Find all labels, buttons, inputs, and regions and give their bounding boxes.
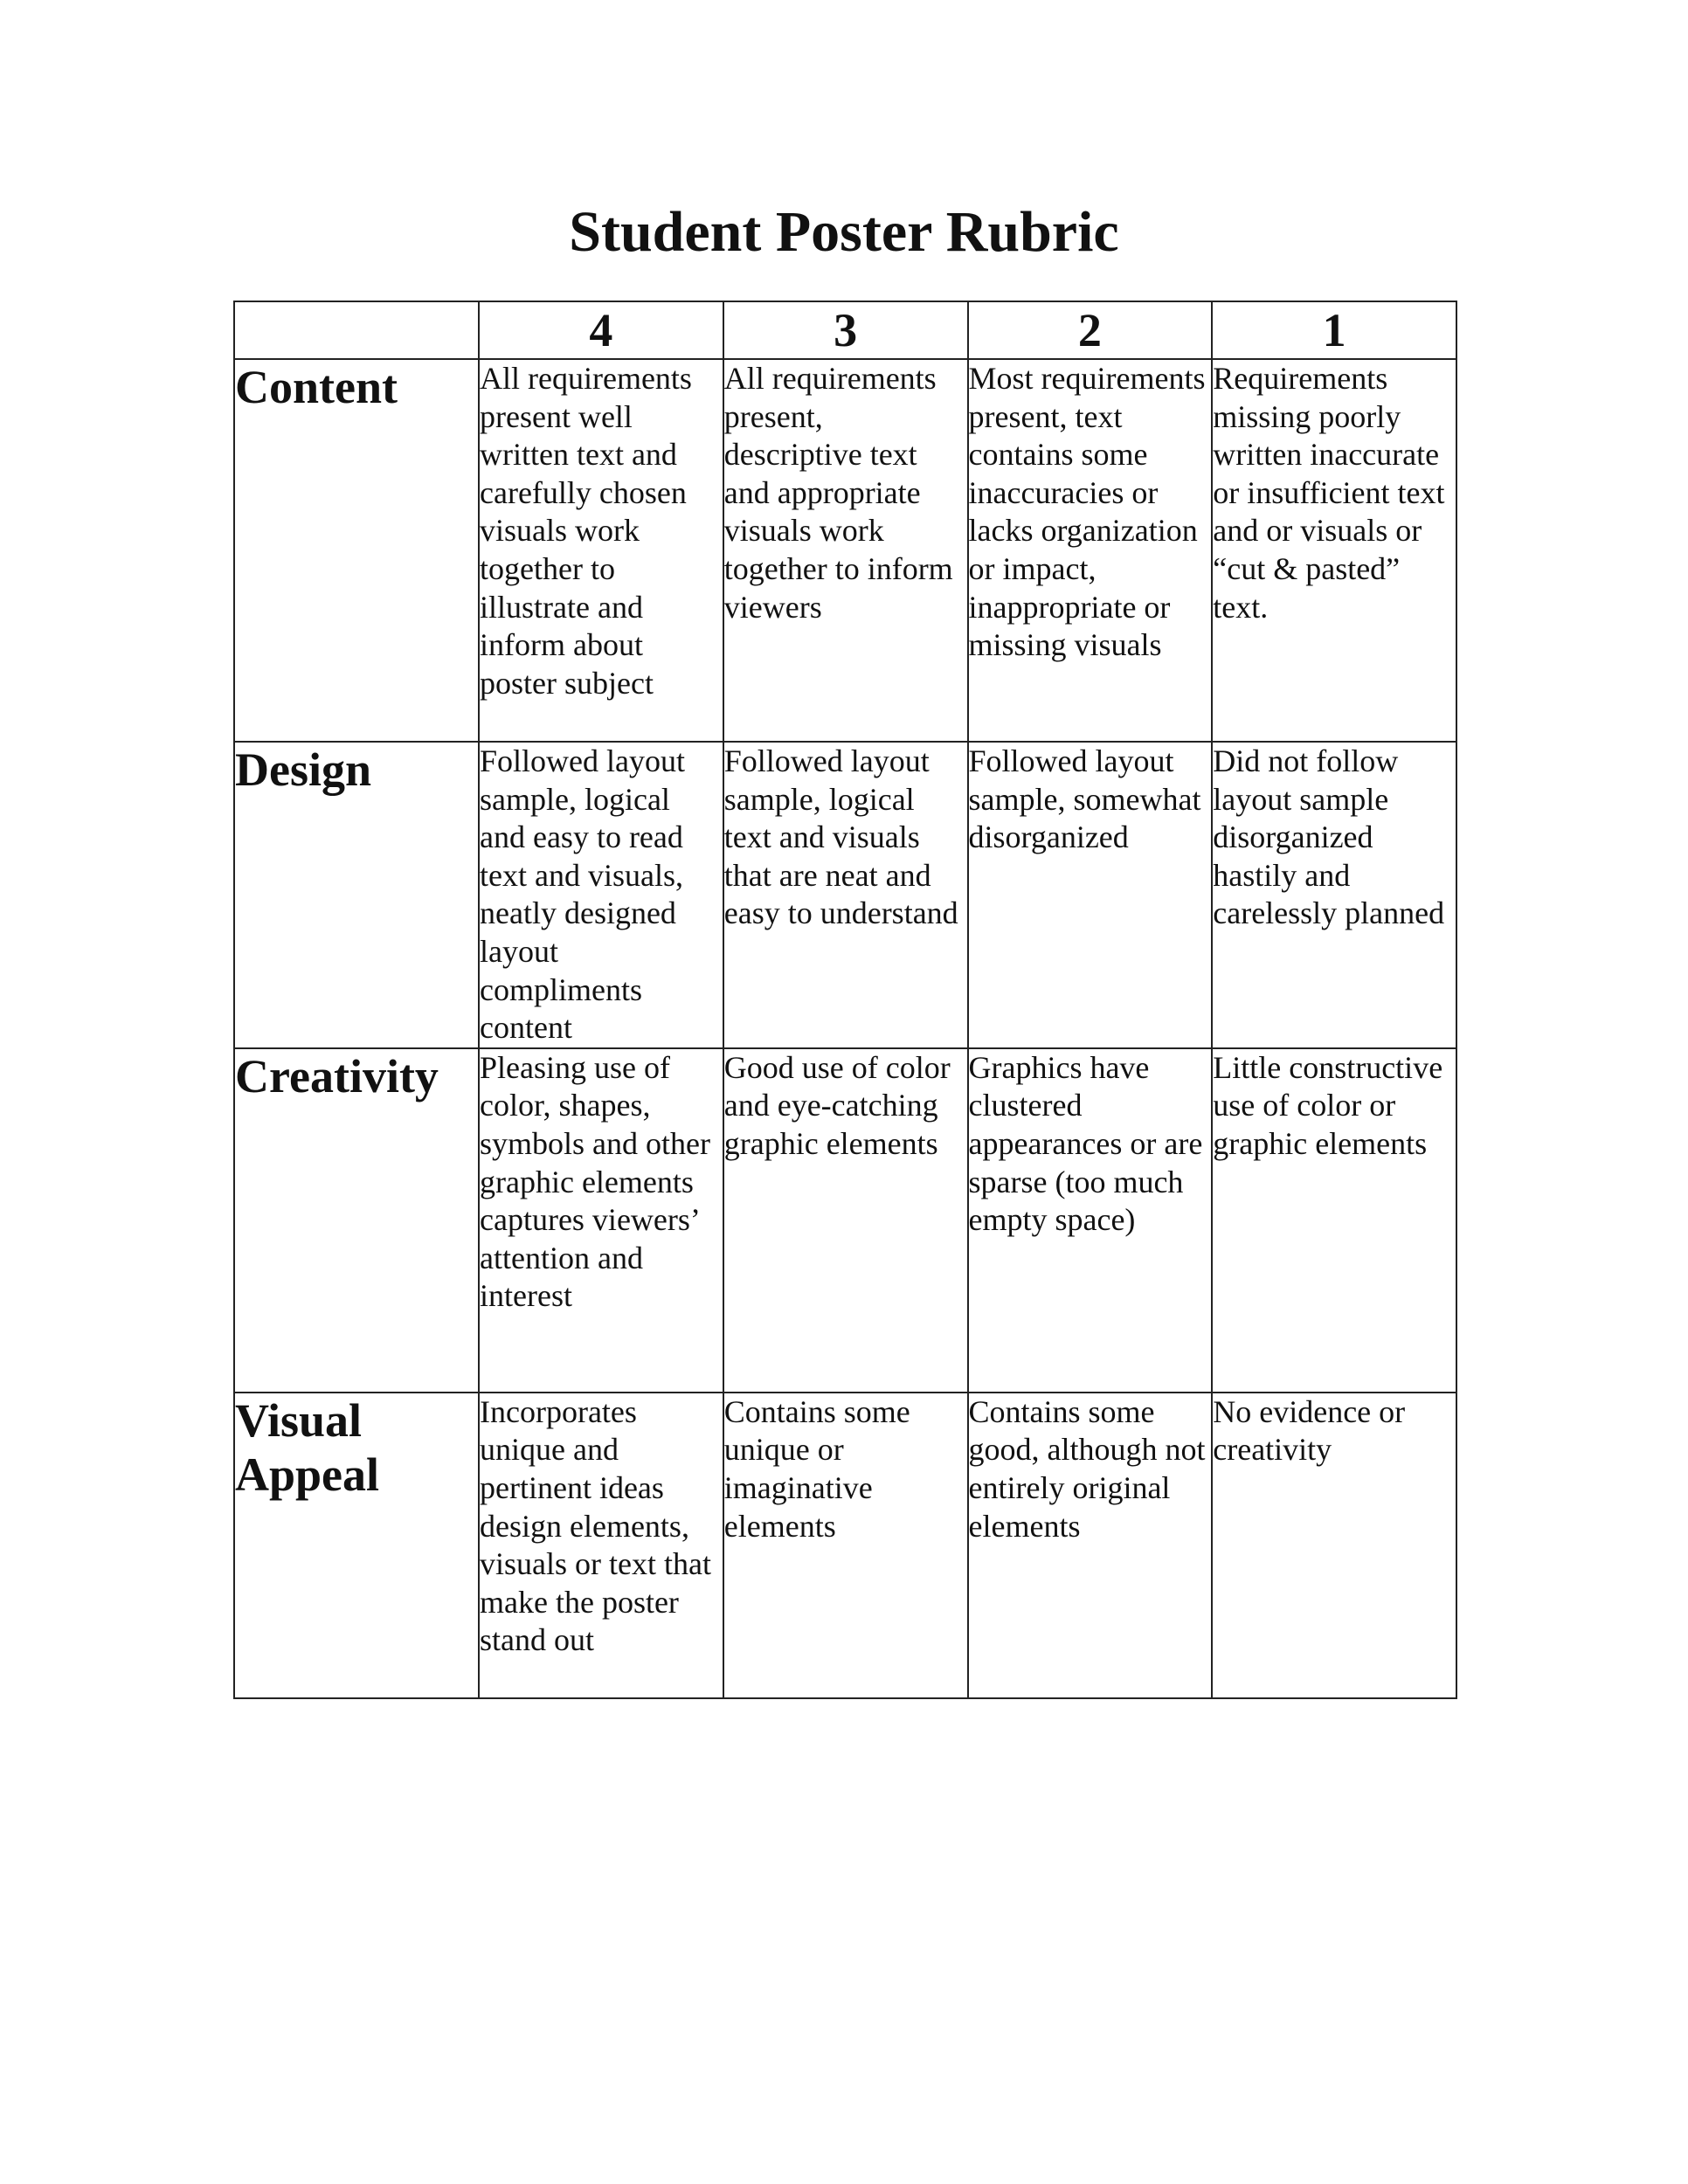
content-score-2: Most requirements present, text contains some inaccuracies or lacks organization or impact, inappropriate or missing visuals xyxy=(968,359,1213,742)
header-corner-cell xyxy=(234,301,479,359)
content-score-1: Requirements missing poorly written inaccurate or insufficient text and or visuals or “cut & pasted” text. xyxy=(1212,359,1456,742)
score-header-1: 1 xyxy=(1212,301,1456,359)
visual-appeal-score-1: No evidence or creativity xyxy=(1212,1393,1456,1698)
rubric-row-design xyxy=(234,742,1456,1048)
creativity-score-3: Good use of color and eye-catching graphic elements xyxy=(723,1048,968,1393)
rubric-row-content xyxy=(234,359,1456,742)
visual-appeal-score-3: Contains some unique or imaginative elements xyxy=(723,1393,968,1698)
creativity-score-4: Pleasing use of color, shapes, symbols and other graphic elements captures viewers’ attention and interest xyxy=(479,1048,723,1393)
rubric-table xyxy=(233,301,1457,1699)
visual-appeal-score-4: Incorporates unique and pertinent ideas design elements, visuals or text that make the poster stand out xyxy=(479,1393,723,1698)
criterion-creativity: Creativity xyxy=(234,1048,479,1393)
content-score-4: All requirements present well written text and carefully chosen visuals work together to illustrate and inform about poster subject xyxy=(479,359,723,742)
score-header-2: 2 xyxy=(968,301,1213,359)
score-header-row xyxy=(234,301,1456,359)
content-score-3: All requirements present, descriptive text and appropriate visuals work together to inform viewers xyxy=(723,359,968,742)
criterion-design: Design xyxy=(234,742,479,1048)
criterion-visual-appeal: Visual Appeal xyxy=(234,1393,479,1698)
visual-appeal-score-2: Contains some good, although not entirely original elements xyxy=(968,1393,1213,1698)
design-score-1: Did not follow layout sample disorganized hastily and carelessly planned xyxy=(1212,742,1456,1048)
criterion-content: Content xyxy=(234,359,479,742)
page-title: Student Poster Rubric xyxy=(569,200,1119,264)
creativity-score-2: Graphics have clustered appearances or are sparse (too much empty space) xyxy=(968,1048,1213,1393)
design-score-3: Followed layout sample, logical text and visuals that are neat and easy to understand xyxy=(723,742,968,1048)
rubric-row-creativity xyxy=(234,1048,1456,1393)
creativity-score-1: Little constructive use of color or graphic elements xyxy=(1212,1048,1456,1393)
design-score-4: Followed layout sample, logical and easy to read text and visuals, neatly designed layout compliments content xyxy=(479,742,723,1048)
design-score-2: Followed layout sample, somewhat disorganized xyxy=(968,742,1213,1048)
rubric-row-visual-appeal xyxy=(234,1393,1456,1698)
score-header-3: 3 xyxy=(723,301,968,359)
score-header-4: 4 xyxy=(479,301,723,359)
